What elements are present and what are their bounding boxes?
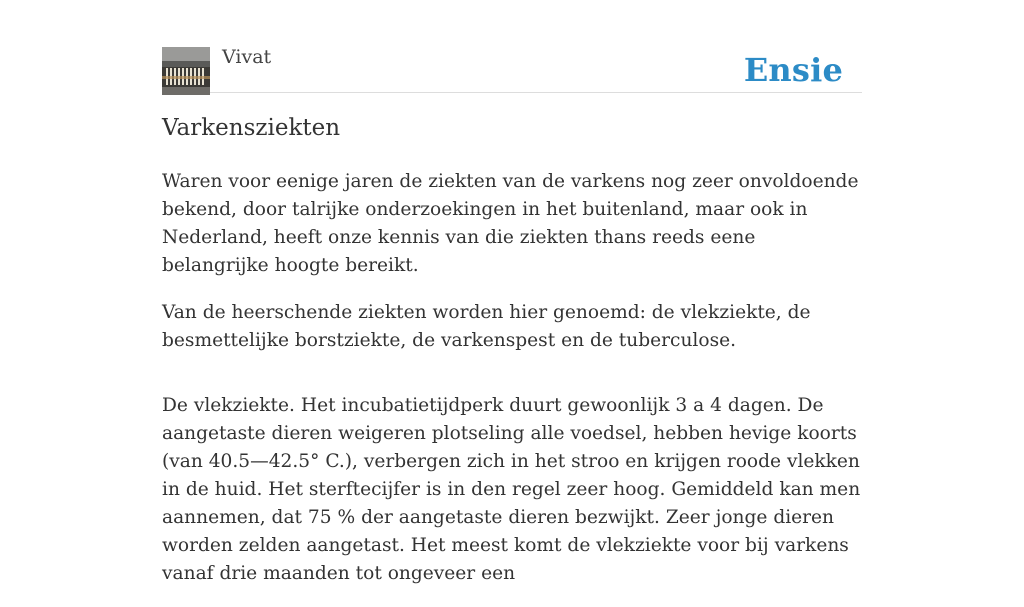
author-avatar[interactable] [162, 47, 210, 95]
article-body [162, 168, 862, 607]
header [162, 0, 862, 93]
article-title: Varkensziekten [162, 115, 341, 141]
page-container [162, 0, 862, 584]
brand-logo-link[interactable]: Ensie [743, 51, 843, 89]
avatar-image-icon [162, 47, 210, 95]
article-paragraph: Waren voor eenige jaren de ziekten van de varkens nog zeer onvoldoende bekend, door talrijke onderzoekingen in het buitenland, maar ook in Nederland, heeft onze kennis van die ziekten thans reeds eene belangrijke hoogte bereikt. [162, 171, 859, 276]
article-paragraph: De vlekziekte. Het incubatietijdperk duurt gewoonlijk 3 a 4 dagen. De aangetaste dieren weigeren plotseling alle voedsel, hebben hevige koorts (van 40.5—42.5° C.), verbergen zich in het stroo en krijgen roode vlekken in de huid. Het sterftecijfer is in den regel zeer hoog. Gemiddeld kan men aannemen, dat 75 % der aangetaste dieren bezwijkt. Zeer jonge dieren worden zelden aangetast. Het meest komt de vlekziekte voor bij varkens vanaf drie maanden tot ongeveer een [162, 395, 861, 584]
article-paragraph: Van de heerschende ziekten worden hier genoemd: de vlekziekte, de besmettelijke borstziekte, de varkenspest en de tuberculose. [162, 302, 811, 351]
author-link[interactable]: Vivat [222, 46, 272, 68]
